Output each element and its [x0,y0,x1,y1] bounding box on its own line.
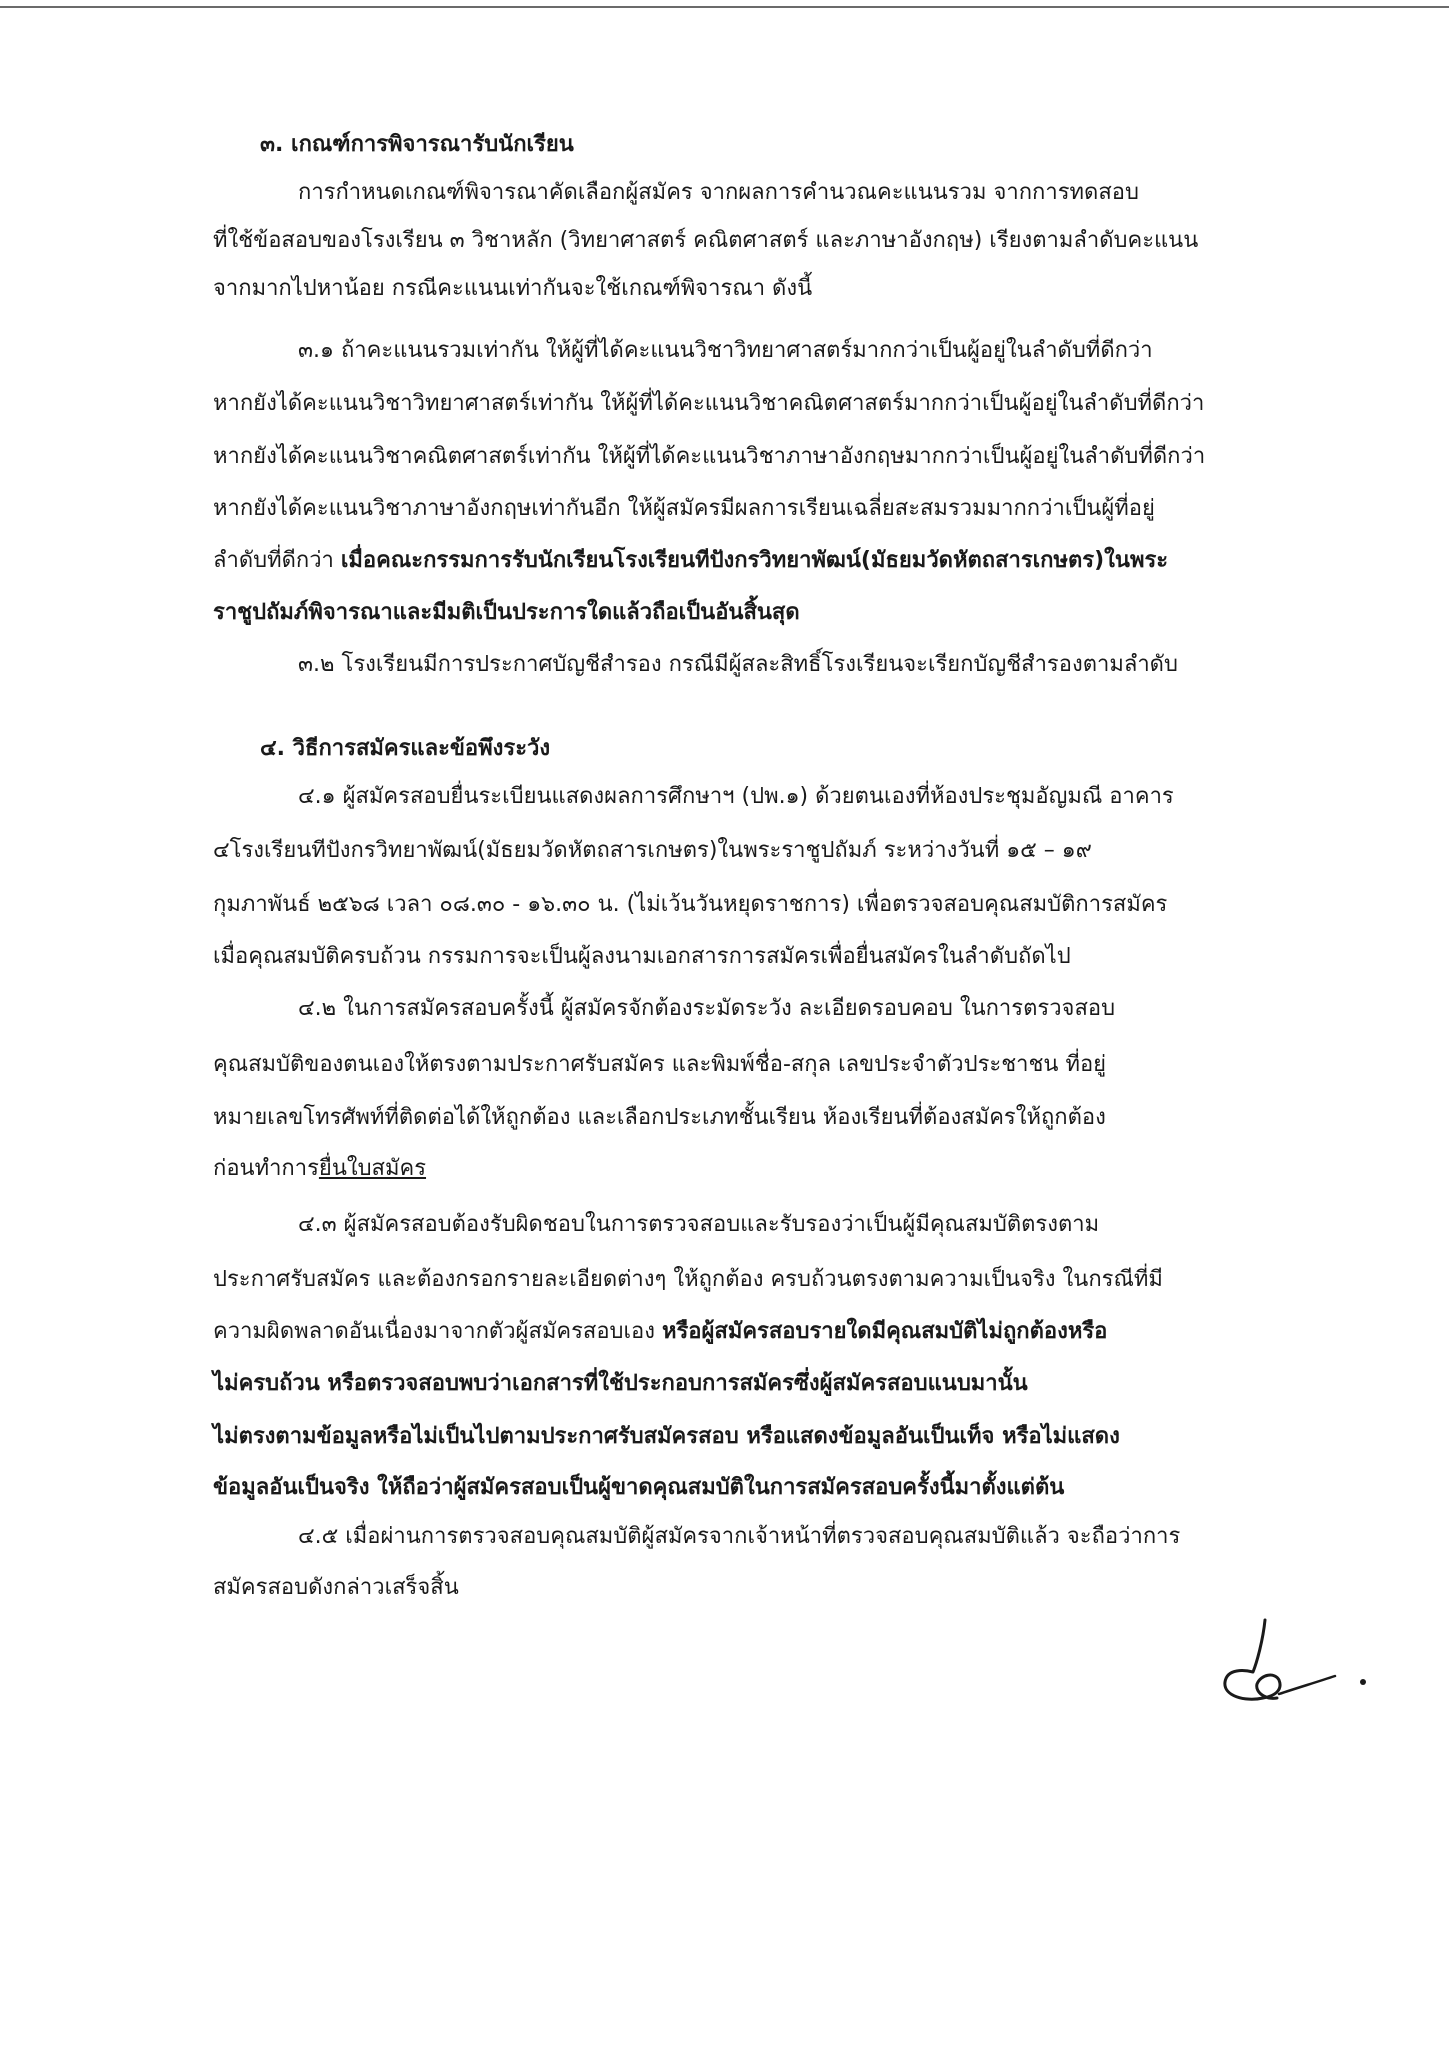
section3-item1-line-4: หากยังได้คะแนนวิชาภาษาอังกฤษเท่ากันอีก ให้ผู้สมัครมีผลการเรียนเฉลี่ยสะสมรวมมากกว่าเป็นผู้ที่อยู่ [213,496,1155,521]
section4-item1-line-4: เมื่อคุณสมบัติครบถ้วน กรรมการจะเป็นผู้ลงนามเอกสารการสมัครเพื่อยื่นสมัครในลำดับถัดไป [213,944,1071,969]
section3-item1-line-5-plain: ลำดับที่ดีกว่า [213,548,341,573]
section4-item3-line-5: ไม่ตรงตามข้อมูลหรือไม่เป็นไปตามประกาศรับสมัครสอบ หรือแสดงข้อมูลอันเป็นเท็จ หรือไม่แสดง [213,1424,1120,1449]
section4-item1-line-2: ๔โรงเรียนทีปังกรวิทยาพัฒน์(มัธยมวัดหัตถสารเกษตร)ในพระราชูปถัมภ์ ระหว่างวันที่ ๑๕ – ๑๙ [213,838,1092,863]
section3-item1-line-3: หากยังได้คะแนนวิชาคณิตศาสตร์เท่ากัน ให้ผู้ที่ได้คะแนนวิชาภาษาอังกฤษมากกว่าเป็นผู้อยู่ในลำดับที่ดีกว่า [213,444,1206,469]
section3-intro-line-1: การกำหนดเกณฑ์พิจารณาคัดเลือกผู้สมัคร จากผลการคำนวณคะแนนรวม จากการทดสอบ [298,180,1139,205]
section4-item2-line-1: ๔.๒ ในการสมัครสอบครั้งนี้ ผู้สมัครจักต้องระมัดระวัง ละเอียดรอบคอบ ในการตรวจสอบ [298,996,1116,1021]
section3-intro-line-3: จากมากไปหาน้อย กรณีคะแนนเท่ากันจะใช้เกณฑ์พิจารณา ดังนี้ [213,276,813,301]
section3-item1-line-5-bold: เมื่อคณะกรรมการรับนักเรียนโรงเรียนทีปังกรวิทยาพัฒน์(มัธยมวัดหัตถสารเกษตร)ในพระ [340,548,1169,573]
section3-item1-line-1: ๓.๑ ถ้าคะแนนรวมเท่ากัน ให้ผู้ที่ได้คะแนนวิชาวิทยาศาสตร์มากกว่าเป็นผู้อยู่ในลำดับที่ดีกว่า [298,338,1153,363]
section4-item3-line-3-bold: หรือผู้สมัครสอบรายใดมีคุณสมบัติไม่ถูกต้องหรือ [661,1319,1108,1344]
section4-heading: ๔. วิธีการสมัครและข้อพึงระวัง [260,736,551,761]
section4-item5-line-1: ๔.๕ เมื่อผ่านการตรวจสอบคุณสมบัติผู้สมัครจากเจ้าหน้าที่ตรวจสอบคุณสมบัติแล้ว จะถือว่าการ [298,1524,1181,1549]
section4-item3-line-3-plain: ความผิดพลาดอันเนื่องมาจากตัวผู้สมัครสอบเอง [213,1319,662,1344]
section4-item1-line-1: ๔.๑ ผู้สมัครสอบยื่นระเบียนแสดงผลการศึกษาฯ (ปพ.๑) ด้วยตนเองที่ห้องประชุมอัญมณี อาคาร [298,784,1174,809]
section3-heading: ๓. เกณฑ์การพิจารณารับนักเรียน [260,132,574,157]
section4-item3-line-1: ๔.๓ ผู้สมัครสอบต้องรับผิดชอบในการตรวจสอบและรับรองว่าเป็นผู้มีคุณสมบัติตรงตาม [298,1212,1100,1237]
section4-item2-line-2: คุณสมบัติของตนเองให้ตรงตามประกาศรับสมัคร และพิมพ์ชื่อ-สกุล เลขประจำตัวประชาชน ที่อยู่ [213,1052,1107,1077]
section3-item1-line-2: หากยังได้คะแนนวิชาวิทยาศาสตร์เท่ากัน ให้ผู้ที่ได้คะแนนวิชาคณิตศาสตร์มากกว่าเป็นผู้อยู่ในลำดับที่ดีกว่า [213,391,1205,416]
section4-item2-line-4 [213,1154,1313,1184]
section4-item5-line-2: สมัครสอบดังกล่าวเสร็จสิ้น [213,1575,459,1600]
section4-item2-line-3: หมายเลขโทรศัพท์ที่ติดต่อได้ให้ถูกต้อง และเลือกประเภทชั้นเรียน ห้องเรียนที่ต้องสมัครให้ถูกต้อง [213,1105,1106,1130]
section4-item2-line-4-underlined: ยื่นใบสมัคร [318,1156,427,1181]
section4-item3-line-2: ประกาศรับสมัคร และต้องกรอกรายละเอียดต่างๆ ให้ถูกต้อง ครบถ้วนตรงตามความเป็นจริง ในกรณีที่มี [213,1267,1163,1292]
section3-item2: ๓.๒ โรงเรียนมีการประกาศบัญชีสำรอง กรณีมีผู้สละสิทธิ์โรงเรียนจะเรียกบัญชีสำรองตามลำดับ [298,652,1178,677]
handwritten-signature-icon [1205,1610,1385,1720]
section3-item1-line-6: ราชูปถัมภ์พิจารณาและมีมติเป็นประการใดแล้วถือเป็นอันสิ้นสุด [213,600,800,625]
section3-item1-line-5 [213,546,1313,576]
section4-item3-line-3 [213,1317,1313,1347]
section4-item1-line-3: กุมภาพันธ์ ๒๕๖๘ เวลา ๐๘.๓๐ - ๑๖.๓๐ น. (ไม่เว้นวันหยุดราชการ) เพื่อตรวจสอบคุณสมบัติการสมัคร [213,892,1168,917]
section4-item3-line-6: ข้อมูลอันเป็นจริง ให้ถือว่าผู้สมัครสอบเป็นผู้ขาดคุณสมบัติในการสมัครสอบครั้งนี้มาตั้งแต่ต้น [213,1475,1065,1500]
section4-item2-line-4-plain: ก่อนทำการ [213,1156,319,1181]
section4-item3-line-4: ไม่ครบถ้วน หรือตรวจสอบพบว่าเอกสารที่ใช้ประกอบการสมัครซึ่งผู้สมัครสอบแนบมานั้น [213,1371,1028,1396]
section3-intro-line-2: ที่ใช้ข้อสอบของโรงเรียน ๓ วิชาหลัก (วิทยาศาสตร์ คณิตศาสตร์ และภาษาอังกฤษ) เรียงตามลำดับคะแนน [213,228,1199,253]
